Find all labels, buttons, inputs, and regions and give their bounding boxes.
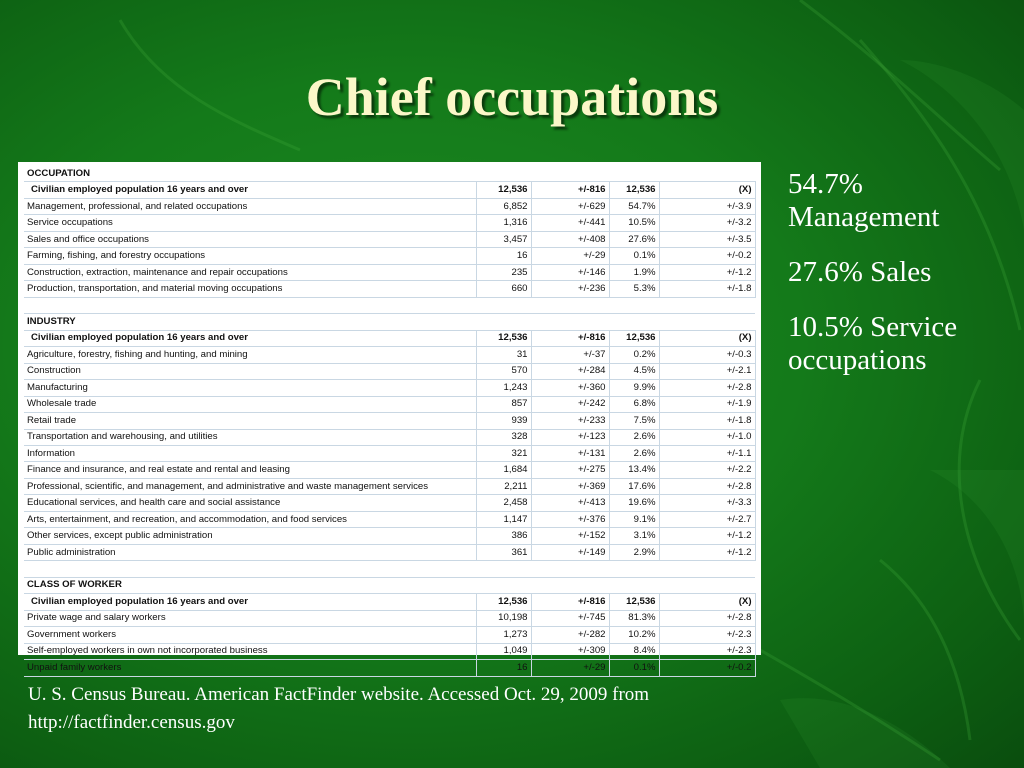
table-cell: +/-233 [531,413,609,429]
table-cell: (X) [659,330,755,346]
table-cell: 0.1% [609,660,659,676]
bullet-service: 10.5% Service occupations [788,311,958,376]
table-cell: +/-1.8 [659,413,755,429]
table-cell: +/-3.2 [659,215,755,231]
table-row-label: Educational services, and health care and social assistance [24,495,476,511]
table-cell: +/-29 [531,248,609,264]
table-cell: 1,684 [476,462,531,478]
table-row-label: Unpaid family workers [24,660,476,676]
table-row-label: Civilian employed population 16 years and over [24,594,476,610]
table-subtotal-row [24,182,755,198]
table-row-label: Manufacturing [24,380,476,396]
table-cell: (X) [659,594,755,610]
table-cell: 0.2% [609,347,659,363]
table-cell: +/-3.9 [659,198,755,214]
table-cell: +/-152 [531,528,609,544]
table-cell: 10.5% [609,215,659,231]
table-cell: 570 [476,363,531,379]
table-cell: +/-309 [531,643,609,659]
table-cell: +/-149 [531,544,609,560]
table-cell: 54.7% [609,198,659,214]
table-section-header: CLASS OF WORKER [24,577,755,593]
table-row-label: Service occupations [24,215,476,231]
table-row-label: Self-employed workers in own not incorporated business [24,643,476,659]
table-cell: 2.6% [609,445,659,461]
table-section-header: INDUSTRY [24,314,755,330]
table-cell: +/-369 [531,478,609,494]
table-spacer-row [24,561,755,577]
table-row [24,396,755,412]
table-cell: +/-816 [531,330,609,346]
table-row [24,198,755,214]
table-cell: +/-242 [531,396,609,412]
table-row [24,248,755,264]
table-row-label: Agriculture, forestry, fishing and hunting, and mining [24,347,476,363]
table-row [24,380,755,396]
table-cell: 12,536 [609,594,659,610]
table-row-label: Wholesale trade [24,396,476,412]
table-cell: +/-2.3 [659,627,755,643]
table-cell: 235 [476,264,531,280]
table-cell: +/-376 [531,511,609,527]
table-cell: 12,536 [476,182,531,198]
table-cell: (X) [659,182,755,198]
table-cell: +/-408 [531,231,609,247]
table-spacer-cell [24,297,755,313]
table-row-label: Management, professional, and related occupations [24,198,476,214]
table-section-header-row [24,314,755,330]
table-row [24,264,755,280]
table-cell: 12,536 [609,182,659,198]
table-row-label: Production, transportation, and material moving occupations [24,281,476,297]
table-cell: 0.1% [609,248,659,264]
table-cell: +/-2.7 [659,511,755,527]
table-cell: 7.5% [609,413,659,429]
table-cell: +/-275 [531,462,609,478]
table-cell: +/-0.2 [659,660,755,676]
table-cell: 81.3% [609,610,659,626]
table-cell: 2,458 [476,495,531,511]
table-row-label: Other services, except public administration [24,528,476,544]
table-cell: +/-3.5 [659,231,755,247]
table-row-label: Finance and insurance, and real estate and rental and leasing [24,462,476,478]
table-cell: +/-37 [531,347,609,363]
table-cell: 19.6% [609,495,659,511]
occupation-table-image [18,162,761,673]
table-row [24,495,755,511]
table-row-label: Private wage and salary workers [24,610,476,626]
table-row [24,413,755,429]
table-row [24,643,755,659]
table-subtotal-row [24,594,755,610]
table-section-header: OCCUPATION [24,166,755,182]
source-citation: U. S. Census Bureau. American FactFinder website. Accessed Oct. 29, 2009 from http://factfinder.census.gov [28,684,650,733]
table-cell: 1,147 [476,511,531,527]
table-cell: 4.5% [609,363,659,379]
table-cell: +/-2.1 [659,363,755,379]
bullet-management: 54.7% Management [788,168,940,233]
table-cell: 16 [476,248,531,264]
table-spacer-row [24,297,755,313]
table-cell: +/-816 [531,182,609,198]
table-row [24,281,755,297]
table-cell: +/-360 [531,380,609,396]
table-row-label: Farming, fishing, and forestry occupations [24,248,476,264]
table-row [24,511,755,527]
table-cell: 13.4% [609,462,659,478]
table-cell: 17.6% [609,478,659,494]
table-cell: +/-1.2 [659,528,755,544]
table-cell: 27.6% [609,231,659,247]
table-cell: 10,198 [476,610,531,626]
table-cell: +/-2.2 [659,462,755,478]
table-cell: +/-282 [531,627,609,643]
table-subtotal-row [24,330,755,346]
table-cell: +/-3.3 [659,495,755,511]
table-row [24,445,755,461]
table-row [24,347,755,363]
table-cell: +/-816 [531,594,609,610]
table-cell: 12,536 [609,330,659,346]
table-cell: 10.2% [609,627,659,643]
table-cell: +/-29 [531,660,609,676]
table-row-label: Sales and office occupations [24,231,476,247]
table-cell: 1,243 [476,380,531,396]
table-cell: +/-413 [531,495,609,511]
table-cell: +/-0.3 [659,347,755,363]
table-cell: +/-1.2 [659,264,755,280]
table-cell: 3,457 [476,231,531,247]
table-cell: 12,536 [476,594,531,610]
table-cell: 6,852 [476,198,531,214]
table-cell: +/-629 [531,198,609,214]
table-row-label: Transportation and warehousing, and utilities [24,429,476,445]
table-cell: +/-123 [531,429,609,445]
table-cell: 386 [476,528,531,544]
slide-title: Chief occupations [305,67,719,127]
bullet-list [788,168,1013,399]
table-cell: +/-131 [531,445,609,461]
table-cell: 857 [476,396,531,412]
table-row-label: Government workers [24,627,476,643]
table-row [24,231,755,247]
table-row [24,610,755,626]
table-cell: +/-441 [531,215,609,231]
table-cell: +/-1.8 [659,281,755,297]
table-cell: 9.1% [609,511,659,527]
table-cell: +/-0.2 [659,248,755,264]
table-row [24,660,755,676]
table-row-label: Construction, extraction, maintenance and repair occupations [24,264,476,280]
table-cell: 5.3% [609,281,659,297]
table-cell: 1,273 [476,627,531,643]
table-spacer-cell [24,561,755,577]
table-row [24,528,755,544]
table-cell: 6.8% [609,396,659,412]
table-cell: +/-2.3 [659,643,755,659]
table-cell: 328 [476,429,531,445]
table-cell: +/-745 [531,610,609,626]
table-cell: +/-1.0 [659,429,755,445]
table-cell: 8.4% [609,643,659,659]
table-cell: 31 [476,347,531,363]
table-cell: 361 [476,544,531,560]
table-cell: +/-236 [531,281,609,297]
table-row [24,363,755,379]
table-row-label: Information [24,445,476,461]
table-row-label: Public administration [24,544,476,560]
table-row-label: Construction [24,363,476,379]
table-row [24,627,755,643]
table-cell: 2,211 [476,478,531,494]
table-cell: 1,049 [476,643,531,659]
table-cell: +/-284 [531,363,609,379]
table-cell: 16 [476,660,531,676]
table-cell: 1.9% [609,264,659,280]
table-row [24,544,755,560]
table-cell: 660 [476,281,531,297]
table-row-label: Professional, scientific, and management, and administrative and waste management services [24,478,476,494]
table-row [24,462,755,478]
occupation-table [24,166,756,677]
table-cell: 939 [476,413,531,429]
table-cell: 2.9% [609,544,659,560]
table-cell: 321 [476,445,531,461]
table-row [24,429,755,445]
table-cell: 12,536 [476,330,531,346]
table-cell: 9.9% [609,380,659,396]
table-cell: 1,316 [476,215,531,231]
table-row-label: Arts, entertainment, and recreation, and accommodation, and food services [24,511,476,527]
table-cell: 2.6% [609,429,659,445]
table-section-header-row [24,577,755,593]
table-cell: +/-1.1 [659,445,755,461]
table-cell: 3.1% [609,528,659,544]
table-cell: +/-2.8 [659,610,755,626]
table-cell: +/-146 [531,264,609,280]
table-row-label: Civilian employed population 16 years and over [24,182,476,198]
table-cell: +/-2.8 [659,380,755,396]
table-cell: +/-1.9 [659,396,755,412]
table-cell: +/-2.8 [659,478,755,494]
table-row [24,478,755,494]
table-row-label: Civilian employed population 16 years and over [24,330,476,346]
table-section-header-row [24,166,755,182]
table-row [24,215,755,231]
table-row-label: Retail trade [24,413,476,429]
table-cell: +/-1.2 [659,544,755,560]
bullet-sales: 27.6% Sales [788,256,932,288]
